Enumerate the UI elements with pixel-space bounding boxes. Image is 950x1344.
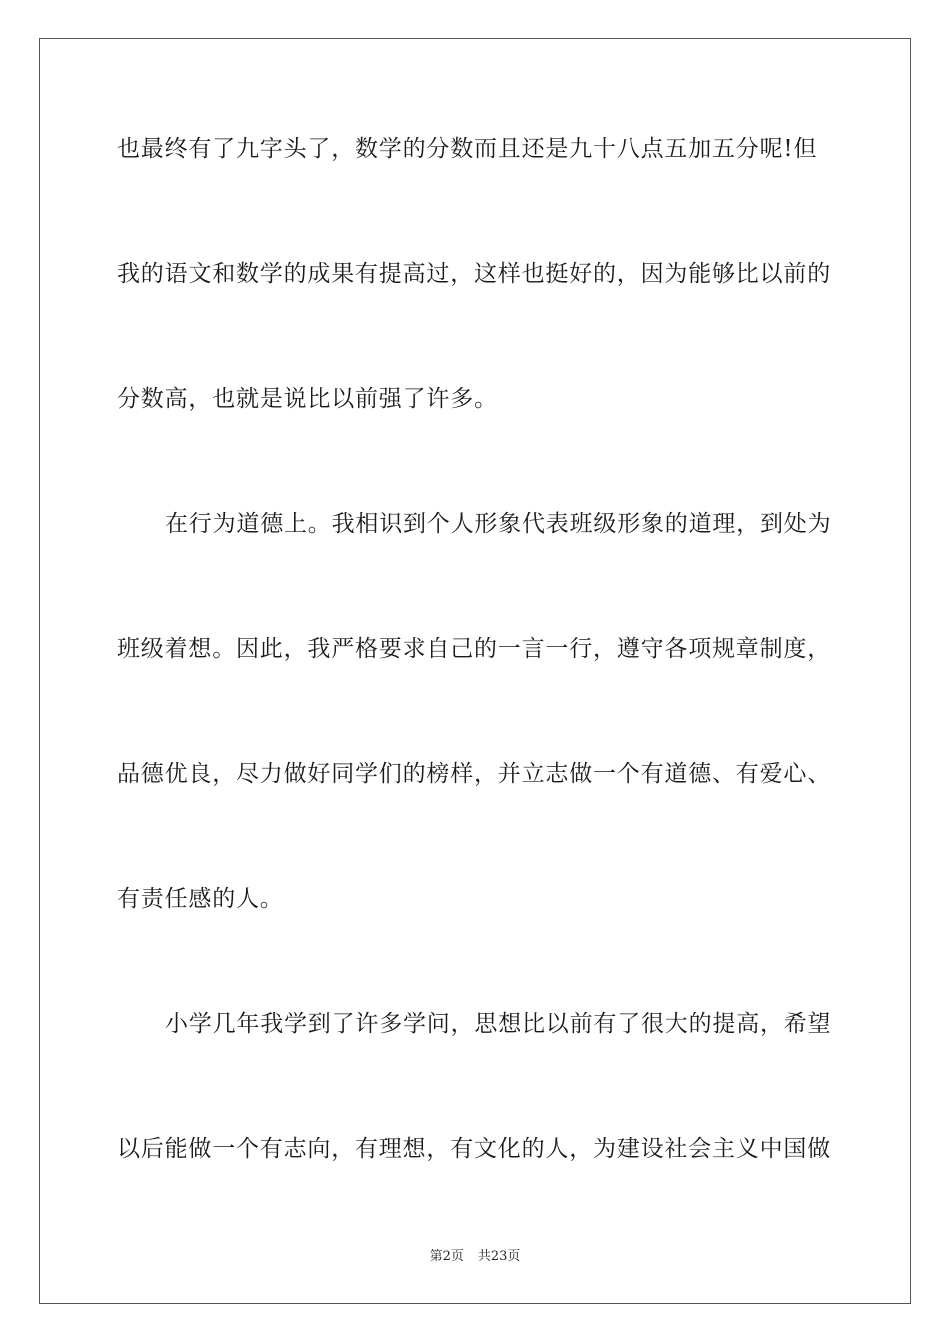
text-line-5: 班级着想。因此，我严格要求自己的一言一行，遵守各项规章制度，: [117, 636, 831, 662]
text-line-3: 分数高，也就是说比以前强了许多。: [117, 386, 498, 412]
text-line-8: 小学几年我学到了许多学问，思想比以前有了很大的提高，希望: [165, 1011, 832, 1037]
page-total: 共23页: [477, 1249, 521, 1264]
text-line-9: 以后能做一个有志向，有理想，有文化的人，为建设社会主义中国做: [117, 1136, 831, 1162]
page-frame: [39, 38, 911, 1304]
text-line-7: 有责任感的人。: [117, 886, 284, 912]
text-line-2: 我的语文和数学的成果有提高过，这样也挺好的，因为能够比以前的: [117, 261, 831, 287]
text-line-6: 品德优良，尽力做好同学们的榜样，并立志做一个有道德、有爱心、: [117, 761, 831, 787]
text-line-4: 在行为道德上。我相识到个人形象代表班级形象的道理，到处为: [165, 511, 832, 537]
text-line-1: 也最终有了九字头了，数学的分数而且还是九十八点五加五分呢!但: [117, 136, 818, 162]
page-number: 第2页: [429, 1249, 464, 1264]
page-footer: [0, 1248, 950, 1266]
